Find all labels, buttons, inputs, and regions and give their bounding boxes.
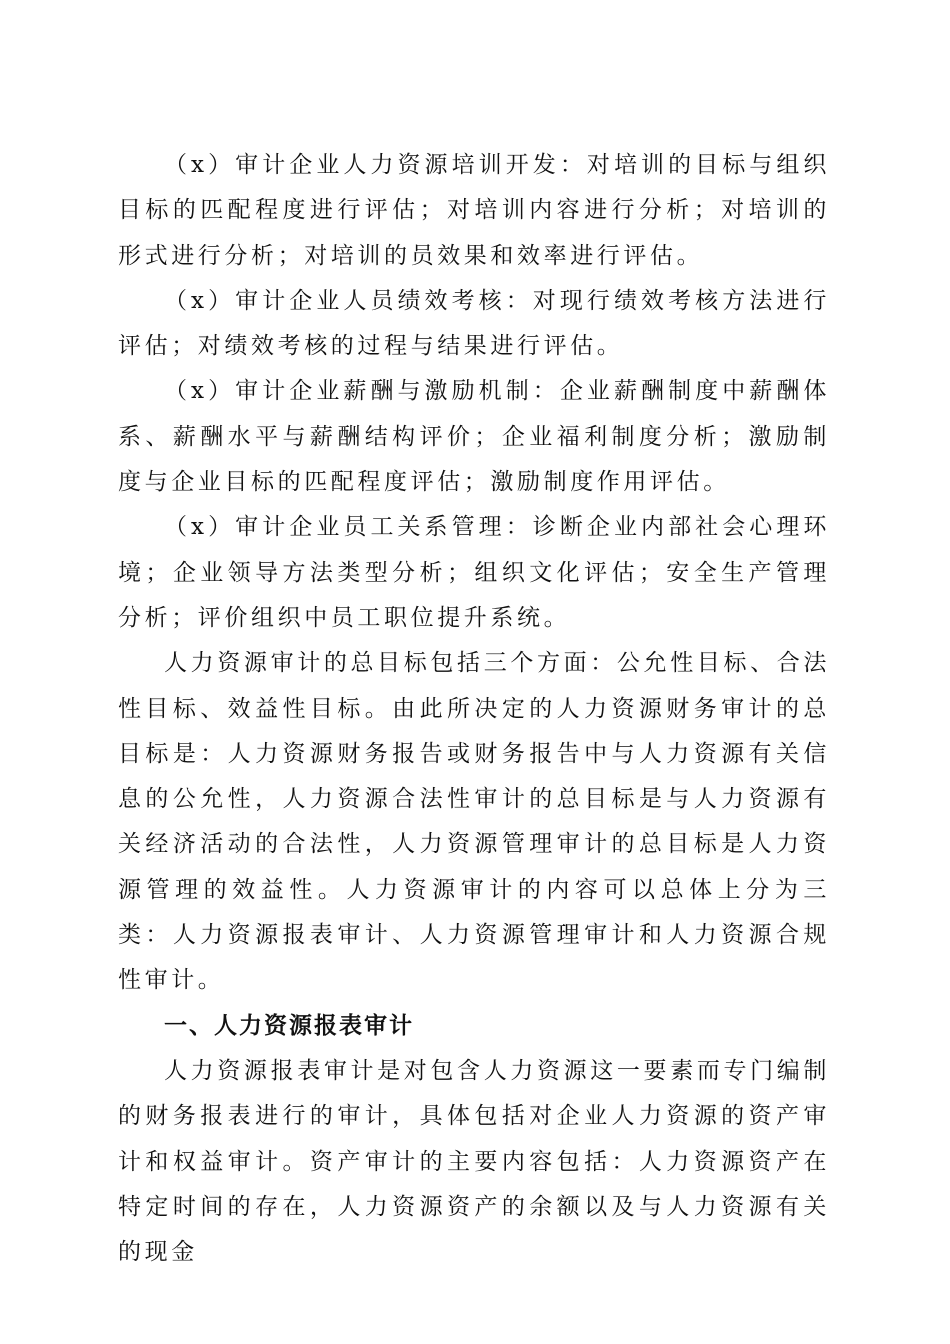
paragraph-employee-relations-audit: （x）审计企业员工关系管理：诊断企业内部社会心理环境；企业领导方法类型分析；组织文化评估；安全生产管理分析；评价组织中员工职位提升系统。	[118, 514, 830, 631]
section-heading: 一、人力资源报表审计	[164, 1012, 414, 1039]
document-body	[118, 143, 830, 1275]
paragraph-compensation-audit: （x）审计企业薪酬与激励机制：企业薪酬制度中薪酬体系、薪酬水平与薪酬结构评价；企业福利制度分析；激励制度与企业目标的匹配程度评估；激励制度作用评估。	[118, 378, 830, 496]
paragraph-report-audit: 人力资源报表审计是对包含人力资源这一要素而专门编制的财务报表进行的审计，具体包括对企业人力资源的资产审计和权益审计。资产审计的主要内容包括：人力资源资产在特定时间的存在，人力资源资产的余额以及与人力资源有关的现金	[118, 1057, 830, 1266]
paragraph-performance-audit: （x）审计企业人员绩效考核：对现行绩效考核方法进行评估；对绩效考核的过程与结果进行评估。	[118, 287, 830, 360]
paragraph-audit-objectives: 人力资源审计的总目标包括三个方面：公允性目标、合法性目标、效益性目标。由此所决定的人力资源财务审计的总目标是：人力资源财务报告或财务报告中与人力资源有关信息的公允性，人力资源合法性审计的总目标是与人力资源有关经济活动的合法性，人力资源管理审计的总目标是人力资源管理的效益性。人力资源审计的内容可以总体上分为三类：人力资源报表审计、人力资源管理审计和人力资源合规性审计。	[118, 650, 830, 994]
paragraph-training-audit: （x）审计企业人力资源培训开发：对培训的目标与组织目标的匹配程度进行评估；对培训内容进行分析；对培训的形式进行分析；对培训的员效果和效率进行评估。	[118, 152, 830, 269]
